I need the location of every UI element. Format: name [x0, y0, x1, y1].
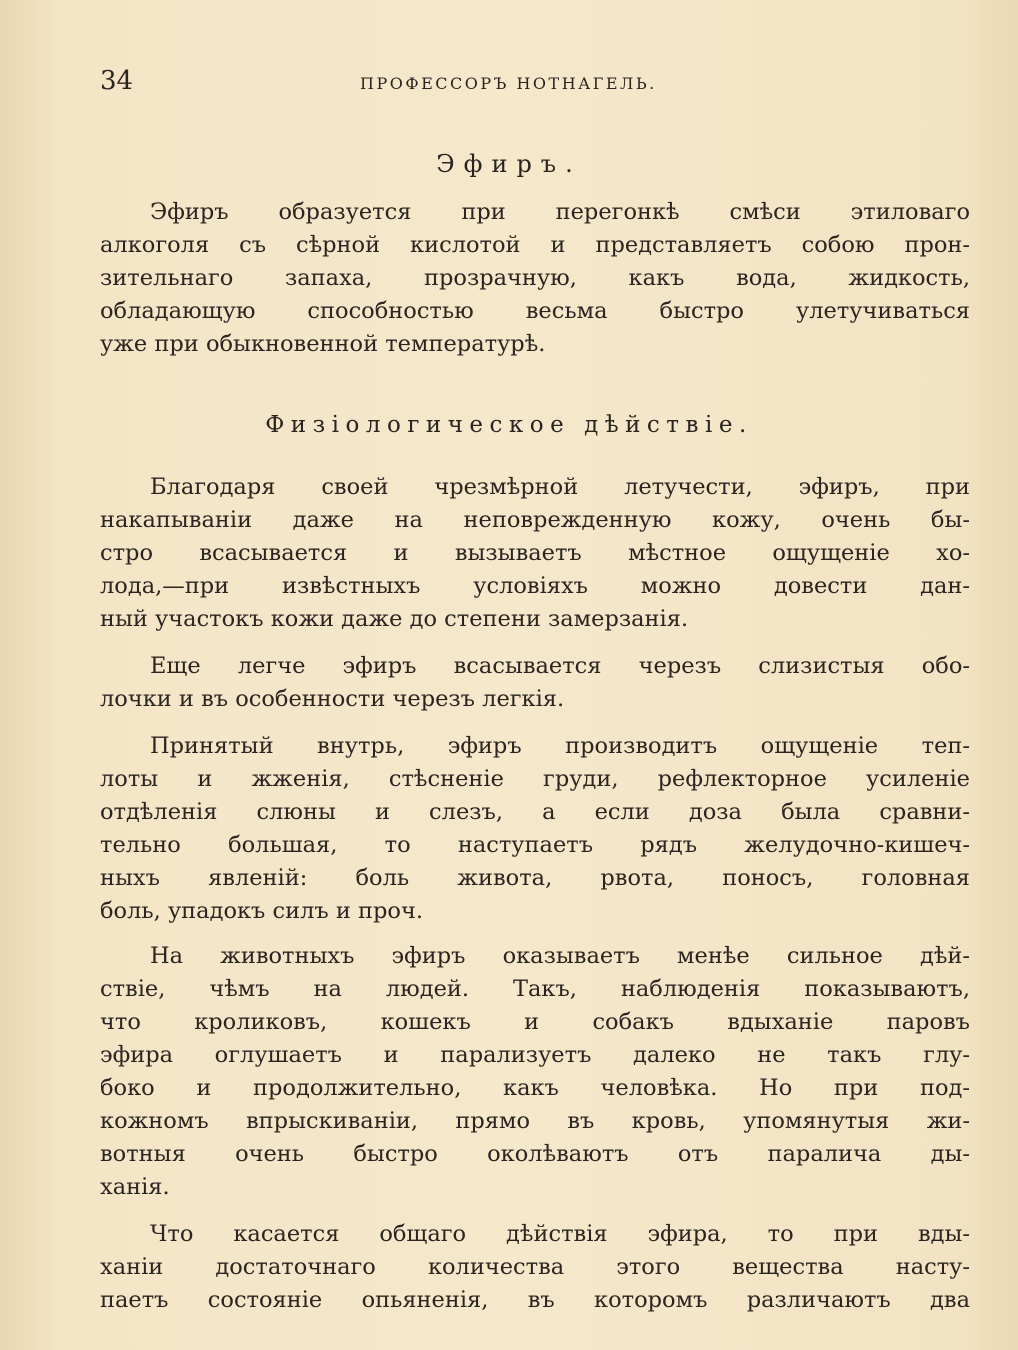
text-line: тельно большая, то наступаетъ рядъ желудочно-кишеч-	[100, 832, 970, 858]
text-line: вотныя очень быстро околѣваютъ отъ паралича ды-	[100, 1141, 970, 1167]
text-line: эфира оглушаетъ и парализуетъ далеко не такъ глу-	[100, 1042, 970, 1068]
text-line: лочки и въ особенности черезъ легкія.	[100, 686, 565, 712]
text-line: Благодаря своей чрезмѣрной летучести, эфиръ, при	[150, 474, 970, 500]
section-title-physiology: Физіологическое дѣйствіе.	[265, 412, 753, 438]
text-line: лода,—при извѣстныхъ условіяхъ можно довести дан-	[100, 573, 970, 599]
text-line: ныхъ явленій: боль живота, рвота, поносъ, головная	[100, 865, 970, 891]
page-number: 34	[100, 66, 134, 96]
text-line: На животныхъ эфиръ оказываетъ менѣе сильное дѣй-	[150, 943, 970, 969]
text-line: обладающую способностью весьма быстро улетучиваться	[100, 298, 970, 324]
text-line: кожномъ впрыскиваніи, прямо въ кровь, упомянутыя жи-	[100, 1108, 970, 1134]
text-line: накапываніи даже на неповрежденную кожу, очень бы-	[100, 507, 970, 533]
text-line: боль, упадокъ силъ и проч.	[100, 898, 423, 924]
text-line: Эфиръ образуется при перегонкѣ смѣси этиловаго	[150, 199, 970, 225]
paragraph-ether-definition	[100, 196, 970, 361]
text-line: уже при обыкновенной температурѣ.	[100, 331, 546, 357]
text-line: что кроликовъ, кошекъ и собакъ вдыханіе паровъ	[100, 1009, 970, 1035]
text-line: ный участокъ кожи даже до степени замерзанія.	[100, 606, 689, 632]
text-line: лоты и жженія, стѣсненіе груди, рефлекторное усиленіе	[100, 766, 970, 792]
text-line: Что касается общаго дѣйствія эфира, то при вды-	[150, 1221, 970, 1247]
text-line: боко и продолжительно, какъ человѣка. Но при под-	[100, 1075, 970, 1101]
page-header	[100, 66, 970, 106]
text-line: отдѣленія слюны и слезъ, а если доза была сравни-	[100, 799, 970, 825]
paragraph-internal-effects	[100, 730, 970, 928]
text-line: зительнаго запаха, прозрачную, какъ вода, жидкость,	[100, 265, 970, 291]
paragraph-volatility	[100, 471, 970, 636]
paragraph-general-effects	[100, 1218, 970, 1317]
section-title-ether: Эфиръ.	[436, 150, 582, 178]
text-line: паетъ состояніе опьяненія, въ которомъ различаютъ два	[100, 1287, 970, 1313]
text-line: ханіи достаточнаго количества этого вещества насту-	[100, 1254, 970, 1280]
paragraph-mucosa-absorption	[100, 650, 970, 716]
paragraph-animal-effects	[100, 940, 970, 1204]
text-line: стро всасывается и вызываетъ мѣстное ощущеніе хо-	[100, 540, 970, 566]
running-title: ПРОФЕССОРЪ НОТНАГЕЛЬ.	[360, 74, 657, 93]
text-line: Принятый внутрь, эфиръ производитъ ощущеніе теп-	[150, 733, 970, 759]
text-line: Еще легче эфиръ всасывается черезъ слизистыя обо-	[150, 653, 970, 679]
text-line: ханія.	[100, 1174, 170, 1200]
text-line: алкоголя съ сѣрной кислотой и представляетъ собою прон-	[100, 232, 970, 258]
text-line: ствіе, чѣмъ на людей. Такъ, наблюденія показываютъ,	[100, 976, 970, 1002]
